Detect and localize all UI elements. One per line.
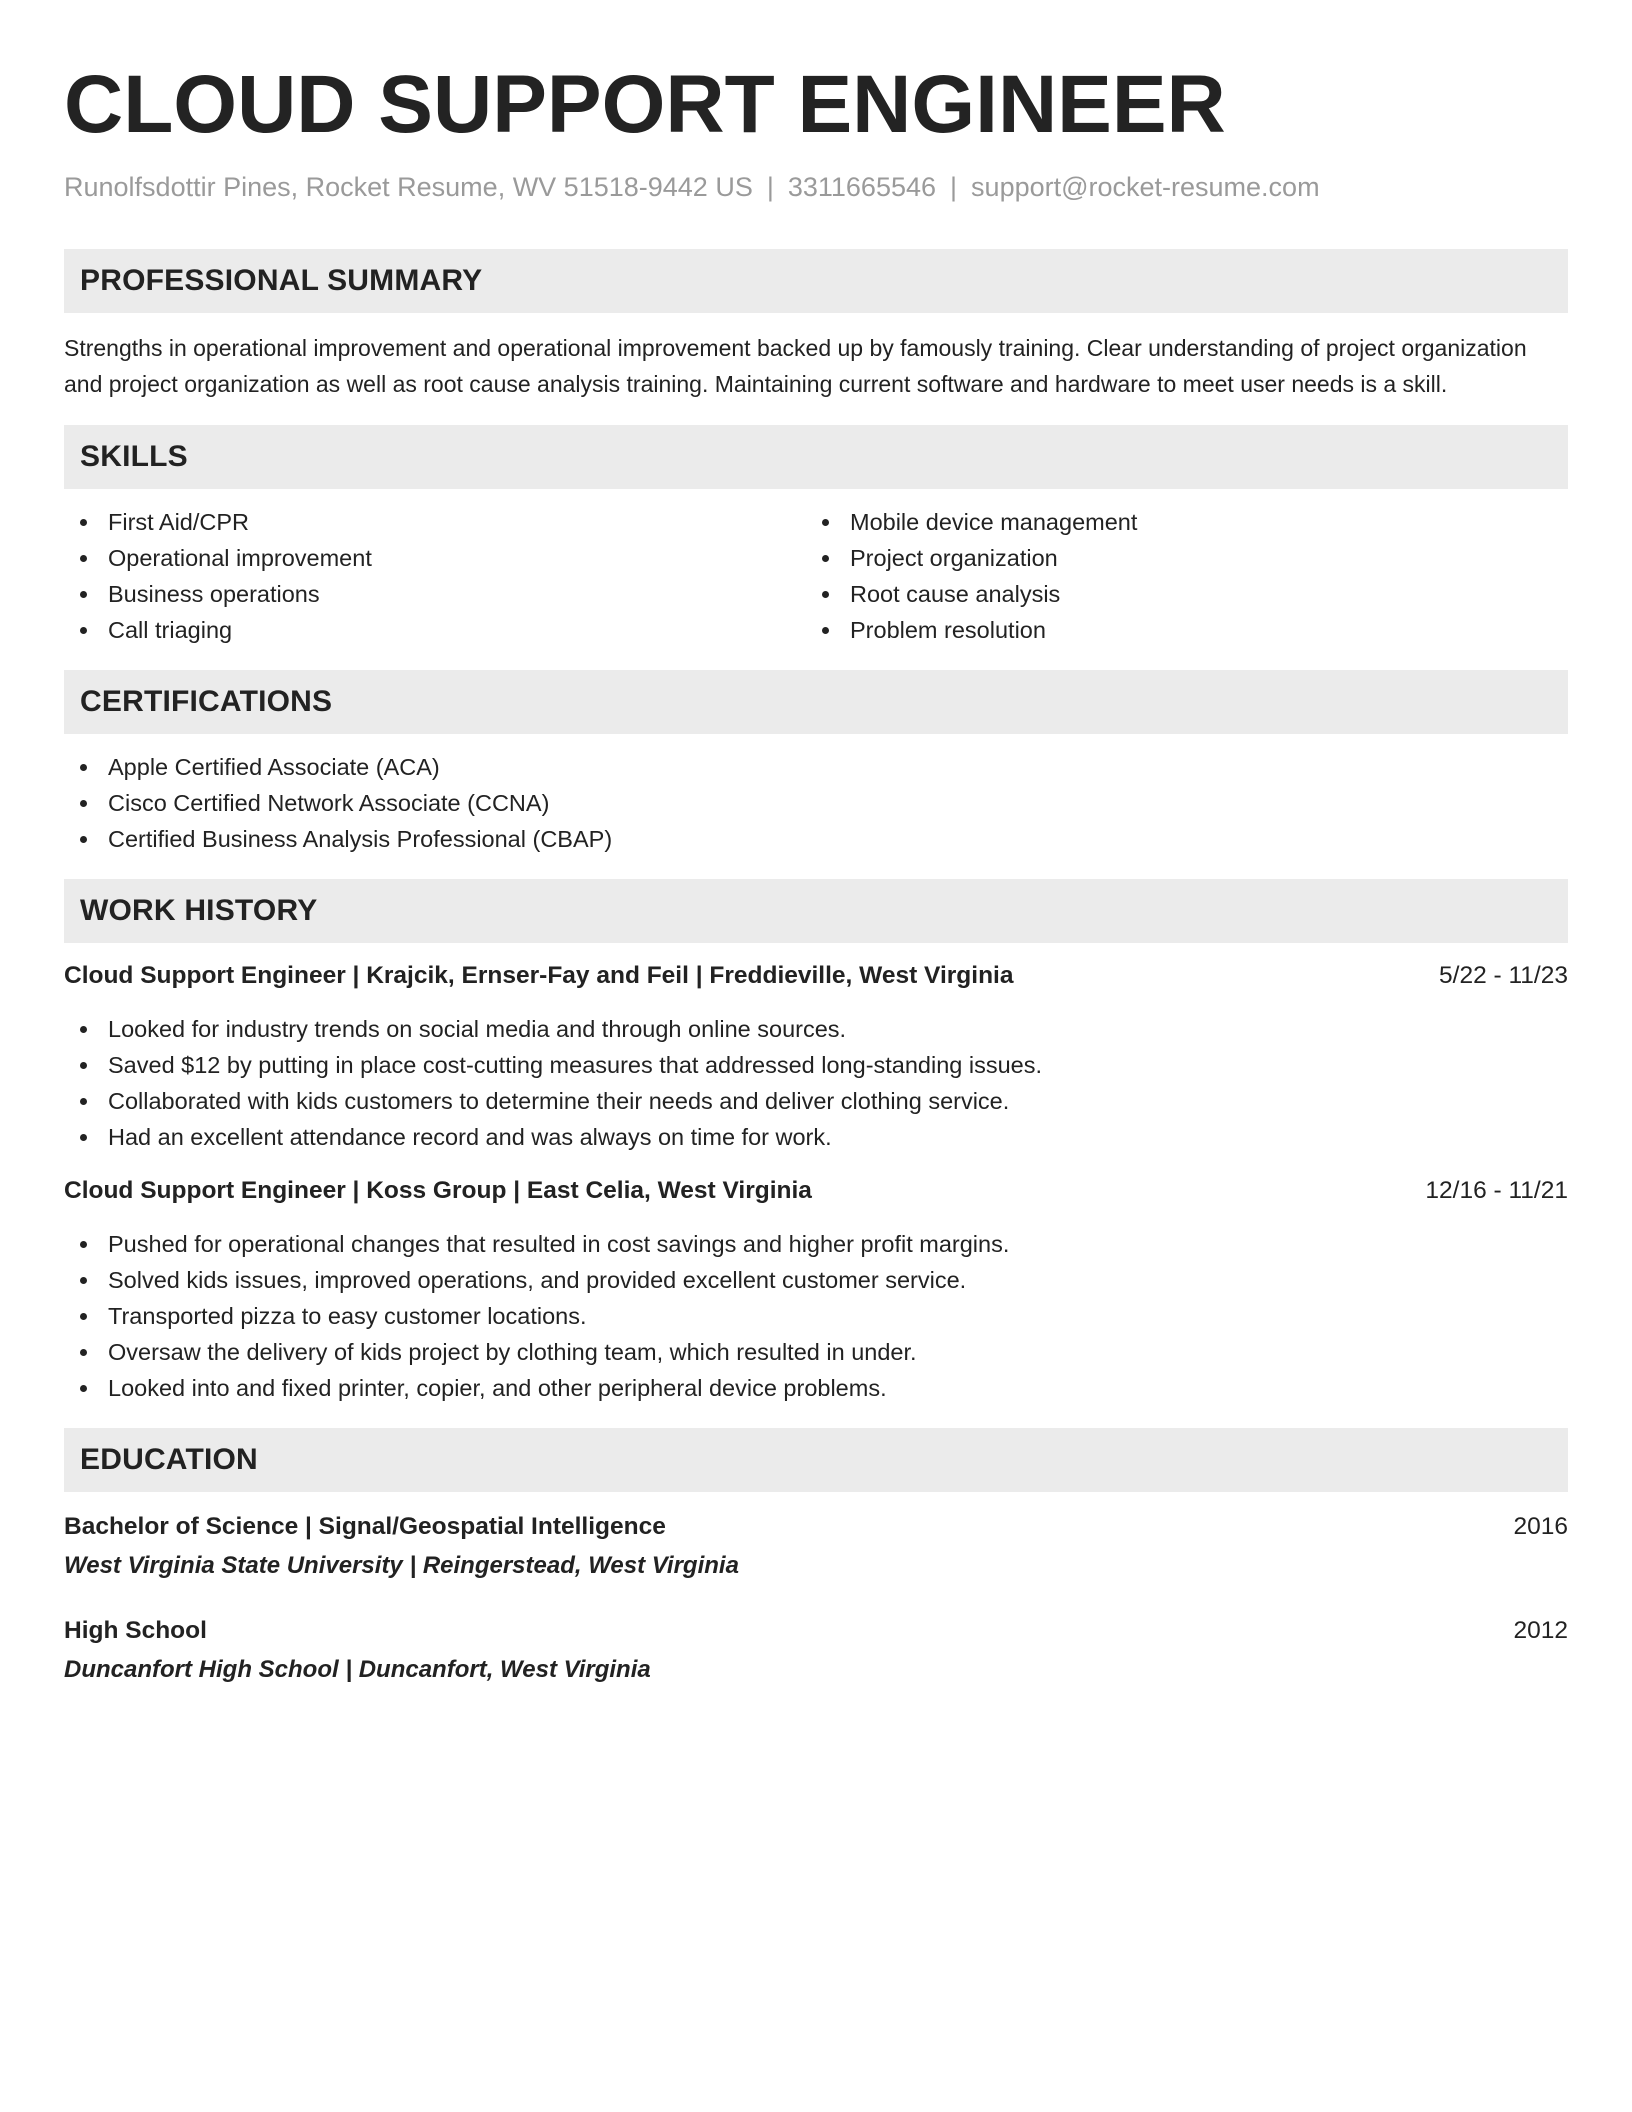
education-header	[64, 1510, 1568, 1544]
job-bullets	[64, 1226, 1568, 1406]
section-title: SKILLS	[80, 440, 188, 473]
section-title: WORK HISTORY	[80, 894, 318, 927]
job-bullet: Had an excellent attendance record and was always on time for work.	[64, 1119, 1568, 1155]
job-bullet: Looked for industry trends on social media and through online sources.	[64, 1011, 1568, 1047]
skills-grid	[64, 504, 1568, 648]
section-title: EDUCATION	[80, 1443, 258, 1476]
skills-list-left	[64, 504, 806, 648]
section-header-summary	[64, 249, 1568, 313]
education-degree: High School	[64, 1617, 207, 1644]
skill-item: First Aid/CPR	[64, 504, 806, 540]
contact-phone: 3311665546	[787, 172, 937, 202]
job-bullet: Transported pizza to easy customer locations.	[64, 1298, 1568, 1334]
summary-text: Strengths in operational improvement and operational improvement backed up by famously training. Clear understanding of project organization and project organization as well as root cause analysis training. Maintaining current software and hardware to meet user needs is a skill.	[64, 335, 1527, 397]
job-bullet: Oversaw the delivery of kids project by clothing team, which resulted in under.	[64, 1334, 1568, 1370]
skill-item: Root cause analysis	[806, 576, 1548, 612]
skill-item: Business operations	[64, 576, 806, 612]
education-entry	[64, 1510, 1568, 1583]
job-header	[64, 959, 1568, 993]
education-school: Duncanfort High School | Duncanfort, West Virginia	[64, 1656, 651, 1683]
job-bullets	[64, 1011, 1568, 1155]
contact-separator: |	[950, 172, 958, 202]
skills-list-right	[806, 504, 1548, 648]
section-header-education	[64, 1428, 1568, 1492]
section-header-certifications	[64, 670, 1568, 734]
section-header-skills	[64, 425, 1568, 489]
education-year: 2016	[1513, 1513, 1568, 1540]
job-entry	[64, 1174, 1568, 1406]
education-school: West Virginia State University | Reingerstead, West Virginia	[64, 1552, 739, 1579]
job-bullet: Looked into and fixed printer, copier, and other peripheral device problems.	[64, 1370, 1568, 1406]
job-dates: 5/22 - 11/23	[1439, 962, 1568, 989]
section-title: CERTIFICATIONS	[80, 685, 333, 718]
job-bullet: Collaborated with kids customers to determine their needs and deliver clothing service.	[64, 1083, 1568, 1119]
section-title: PROFESSIONAL SUMMARY	[80, 264, 483, 297]
contact-separator: |	[766, 172, 774, 202]
certification-item: Certified Business Analysis Professional (CBAP)	[64, 821, 1568, 857]
job-bullet: Solved kids issues, improved operations, and provided excellent customer service.	[64, 1262, 1568, 1298]
skill-item: Mobile device management	[806, 504, 1548, 540]
job-bullet: Saved $12 by putting in place cost-cutting measures that addressed long-standing issues.	[64, 1047, 1568, 1083]
job-bullet: Pushed for operational changes that resulted in cost savings and higher profit margins.	[64, 1226, 1568, 1262]
skill-item: Problem resolution	[806, 612, 1548, 648]
certifications-list	[64, 749, 1568, 857]
education-degree: Bachelor of Science | Signal/Geospatial Intelligence	[64, 1513, 666, 1540]
section-header-work-history	[64, 879, 1568, 943]
job-entry	[64, 959, 1568, 1155]
contact-line	[64, 170, 1568, 204]
job-title: Cloud Support Engineer | Koss Group | East Celia, West Virginia	[64, 1177, 812, 1204]
education-year: 2012	[1513, 1617, 1568, 1644]
job-dates: 12/16 - 11/21	[1425, 1177, 1568, 1204]
contact-email[interactable]: support@rocket-resume.com	[971, 172, 1320, 202]
skill-item: Project organization	[806, 540, 1548, 576]
certification-item: Apple Certified Associate (ACA)	[64, 749, 1568, 785]
job-title: Cloud Support Engineer | Krajcik, Ernser-Fay and Feil | Freddieville, West Virginia	[64, 962, 1014, 989]
resume-page	[64, 0, 1568, 1687]
education-header	[64, 1614, 1568, 1648]
contact-address: Runolfsdottir Pines, Rocket Resume, WV 51518-9442 US	[64, 172, 753, 202]
education-entry	[64, 1614, 1568, 1687]
skill-item: Call triaging	[64, 612, 806, 648]
job-header	[64, 1174, 1568, 1208]
candidate-name: CLOUD SUPPORT ENGINEER	[64, 59, 1226, 150]
certification-item: Cisco Certified Network Associate (CCNA)	[64, 785, 1568, 821]
skill-item: Operational improvement	[64, 540, 806, 576]
